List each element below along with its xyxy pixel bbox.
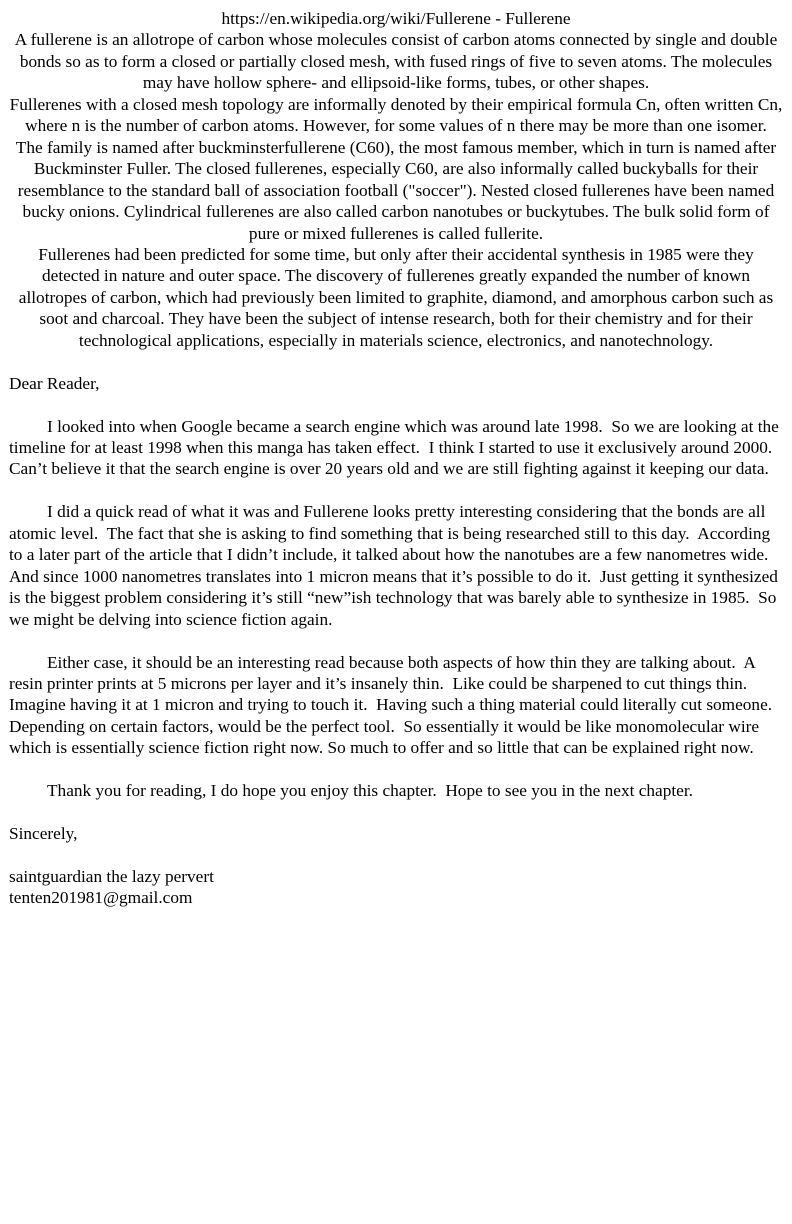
letter-paragraph: I looked into when Google became a search engine which was around late 1998. So we are looking at the timeline for at least 1998 when this manga has taken effect. I think I started to use it exclusively around 2000. Can’t believe it that the search engine is over 20 years old and we are still fighting against it keeping our data. xyxy=(9,416,784,479)
reader-letter-section xyxy=(9,373,783,909)
signature-email: tenten201981@gmail.com xyxy=(9,888,193,908)
wiki-paragraph: Fullerenes had been predicted for some time, but only after their accidental synthesis in 1985 were they detected in nature and outer space. The discovery of fullerenes greatly expanded the number of known allotropes of carbon, which had previously been limited to graphite, diamond, and amorphous carbon such as soot and charcoal. They have been the subject of intense research, both for their chemistry and for their technological applications, especially in materials science, electronics, and nanotechnology. xyxy=(18,244,778,350)
signature-name: saintguardian the lazy pervert xyxy=(9,867,214,887)
letter-paragraph: Thank you for reading, I do hope you enjoy this chapter. Hope to see you in the next chapter. xyxy=(47,781,693,801)
wiki-paragraph: The family is named after buckminsterfullerene (C60), the most famous member, which in turn is named after Buckminster Fuller. The closed fullerenes, especially C60, are also informally called buckyballs for their resemblance to the standard ball of association football ("soccer"). Nested closed fullerenes have been named bucky onions. Cylindrical fullerenes are also called carbon nanotubes or buckytubes. The bulk solid form of pure or mixed fullerenes is called fullerite. xyxy=(15,137,781,243)
letter-closing: Sincerely, xyxy=(9,824,78,844)
wiki-paragraph: A fullerene is an allotrope of carbon whose molecules consist of carbon atoms connected by single and double bonds so as to form a closed or partially closed mesh, with fused rings of five to seven atoms. The molecules may have hollow sphere- and ellipsoid-like forms, tubes, or other shapes. xyxy=(14,30,782,93)
source-url-line: https://en.wikipedia.org/wiki/Fullerene - Fullerene xyxy=(221,9,571,28)
letter-salutation: Dear Reader, xyxy=(9,373,100,393)
wiki-excerpt-section xyxy=(9,8,787,351)
letter-paragraph: I did a quick read of what it was and Fullerene looks pretty interesting considering that the bonds are all atomic level. The fact that she is asking to find something that is being researched still to this day. According to a later part of the article that I didn’t include, it talked about how the nanotubes are a few nanometres wide. And since 1000 nanometres translates into 1 micron means that it’s possible to do it. Just getting it synthesized is the biggest problem considering it’s still “new”ish technology that was barely able to synthesize in 1985. So we might be delving into science fiction again. xyxy=(9,502,783,629)
letter-paragraph: Either case, it should be an interesting read because both aspects of how thin they are talking about. A resin printer prints at 5 microns per layer and it’s insanely thin. Like could be sharpened to cut things thin. Imagine having it at 1 micron and trying to touch it. Having such a thing material could literally cut someone. Depending on certain factors, would be the perfect tool. So essentially it would be like monomolecular wire which is essentially science fiction right now. So much to offer and so little that can be explained right now. xyxy=(9,652,781,758)
wiki-paragraph: Fullerenes with a closed mesh topology are informally denoted by their empirical formula Cn, often written Cn, where n is the number of carbon atoms. However, for some values of n there may be more than one isomer. xyxy=(9,94,787,136)
